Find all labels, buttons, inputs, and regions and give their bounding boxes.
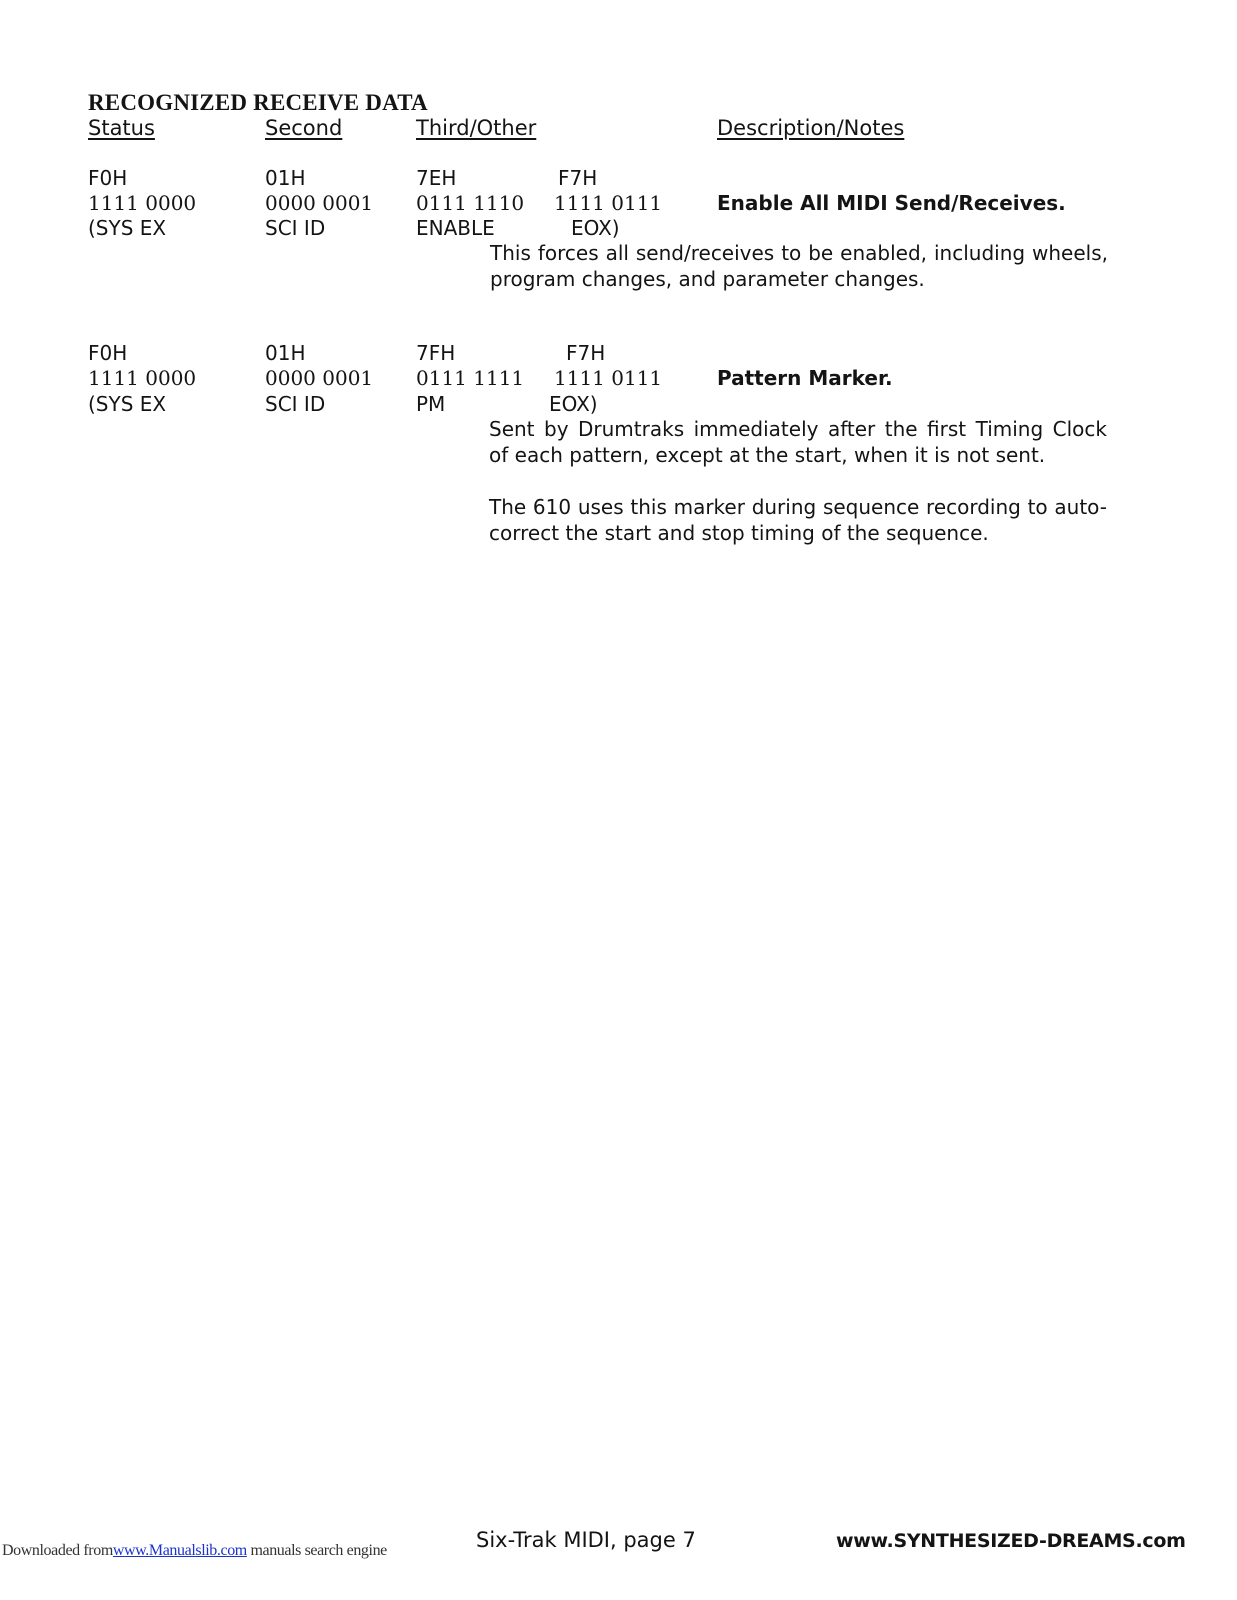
other-hex: F7H: [566, 341, 606, 365]
website-label: www.SYNTHESIZED-DREAMS.com: [836, 1530, 1186, 1552]
third-hex: 7FH: [416, 341, 456, 365]
other-hex: F7H: [558, 166, 598, 190]
message-title: Enable All MIDI Send/Receives.: [717, 191, 1066, 215]
second-binary: 0000 0001: [265, 366, 374, 390]
section-title: RECOGNIZED RECEIVE DATA: [88, 90, 428, 115]
second-binary: 0000 0001: [265, 191, 374, 215]
column-header-third: Third/Other: [416, 116, 537, 140]
column-header-status: Status: [88, 116, 155, 140]
download-prefix: Downloaded from: [2, 1542, 113, 1559]
status-binary: 1111 0000: [88, 191, 197, 215]
third-hex: 7EH: [416, 166, 457, 190]
other-binary: 1111 0111: [554, 191, 663, 215]
status-binary: 1111 0000: [88, 366, 197, 390]
other-binary: 1111 0111: [554, 366, 663, 390]
column-header-description: Description/Notes: [717, 116, 905, 140]
third-binary: 0111 1111: [416, 366, 525, 390]
message-note: The 610 uses this marker during sequence recording to auto-correct the start and stop timing of the sequence.: [489, 495, 1107, 545]
third-name: ENABLE: [416, 216, 495, 240]
message-note: This forces all send/receives to be enabled, including wheels, program changes, and parameter changes.: [490, 241, 1108, 291]
second-hex: 01H: [265, 166, 306, 190]
status-name: (SYS EX: [88, 392, 167, 416]
third-binary: 0111 1110: [416, 191, 525, 215]
third-name: PM: [416, 392, 446, 416]
manualslib-link[interactable]: www.Manualslib.com: [112, 1542, 247, 1559]
second-hex: 01H: [265, 341, 306, 365]
other-name: EOX): [571, 216, 620, 240]
column-header-second: Second: [265, 116, 343, 140]
status-name: (SYS EX: [88, 216, 167, 240]
second-name: SCI ID: [265, 392, 326, 416]
status-hex: F0H: [88, 341, 128, 365]
message-title: Pattern Marker.: [717, 366, 893, 390]
second-name: SCI ID: [265, 216, 326, 240]
page-label: Six-Trak MIDI, page 7: [476, 1528, 696, 1552]
download-credit: [2, 1542, 387, 1560]
status-hex: F0H: [88, 166, 128, 190]
other-name: EOX): [549, 392, 598, 416]
message-note: Sent by Drumtraks immediately after the first Timing Clock of each pattern, except at the start, when it is not sent.: [489, 417, 1107, 467]
download-suffix: manuals search engine: [246, 1542, 387, 1559]
